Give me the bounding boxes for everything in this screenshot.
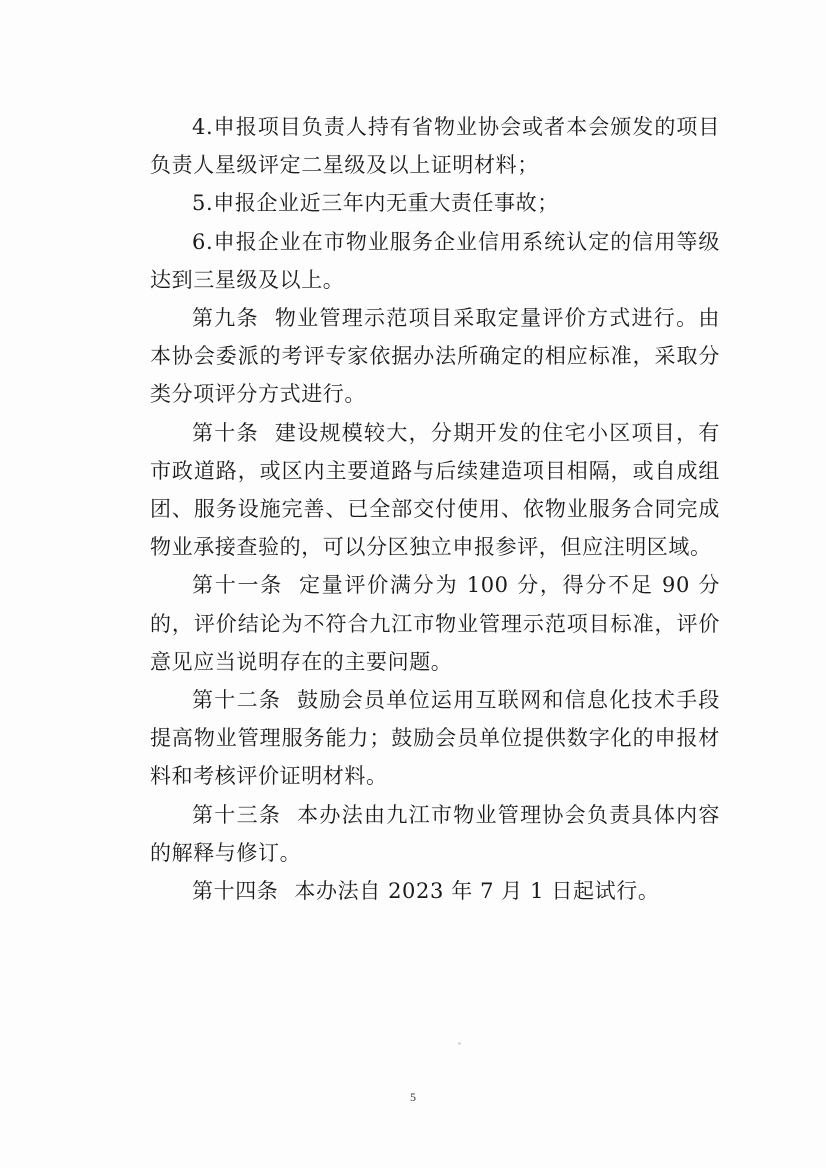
article-10 — [150, 414, 720, 567]
article-number: 第十一条 — [192, 573, 284, 598]
paragraph-item-6 — [150, 223, 720, 299]
paragraph-text: 4.申报项目负责人持有省物业协会或者本会颁发的项目负责人星级评定二星级及以上证明材料； — [150, 115, 720, 178]
article-number: 第九条 — [192, 306, 259, 331]
paragraph-item-5 — [150, 184, 720, 222]
article-9 — [150, 299, 720, 414]
article-number: 第十四条 — [192, 879, 279, 904]
article-number: 第十二条 — [192, 688, 282, 713]
article-13 — [150, 796, 720, 872]
article-11 — [150, 566, 720, 681]
article-text: 建设规模较大，分期开发的住宅小区项目，有市政道路，或区内主要道路与后续建造项目相隔，或自成组团、服务设施完善、已全部交付使用、依物业服务合同完成物业承接查验的，可以分区独立申报参评，但应注明区域。 — [150, 420, 720, 560]
article-12 — [150, 681, 720, 796]
article-number: 第十三条 — [192, 802, 282, 827]
article-text: 定量评价满分为 100 分，得分不足 90 分的，评价结论为不符合九江市物业管理示范项目标准，评价意见应当说明存在的主要问题。 — [150, 573, 720, 674]
article-text: 本办法由九江市物业管理协会负责具体内容的解释与修订。 — [150, 802, 720, 865]
article-text: 物业管理示范项目采取定量评价方式进行。由本协会委派的考评专家依据办法所确定的相应标准，采取分类分项评分方式进行。 — [150, 306, 720, 407]
article-text: 本办法自 2023 年 7 月 1 日起试行。 — [294, 879, 660, 904]
page-number: 5 — [410, 1090, 416, 1104]
article-14 — [150, 872, 720, 910]
article-text: 鼓励会员单位运用互联网和信息化技术手段提高物业管理服务能力；鼓励会员单位提供数字化的申报材料和考核评价证明材料。 — [150, 688, 720, 789]
article-number: 第十条 — [192, 420, 259, 445]
scan-speck — [458, 1042, 461, 1045]
paragraph-text: 6.申报企业在市物业服务企业信用系统认定的信用等级达到三星级及以上。 — [150, 229, 720, 292]
paragraph-item-4 — [150, 108, 720, 184]
document-body — [150, 108, 720, 910]
paragraph-text: 5.申报企业近三年内无重大责任事故； — [192, 191, 559, 216]
